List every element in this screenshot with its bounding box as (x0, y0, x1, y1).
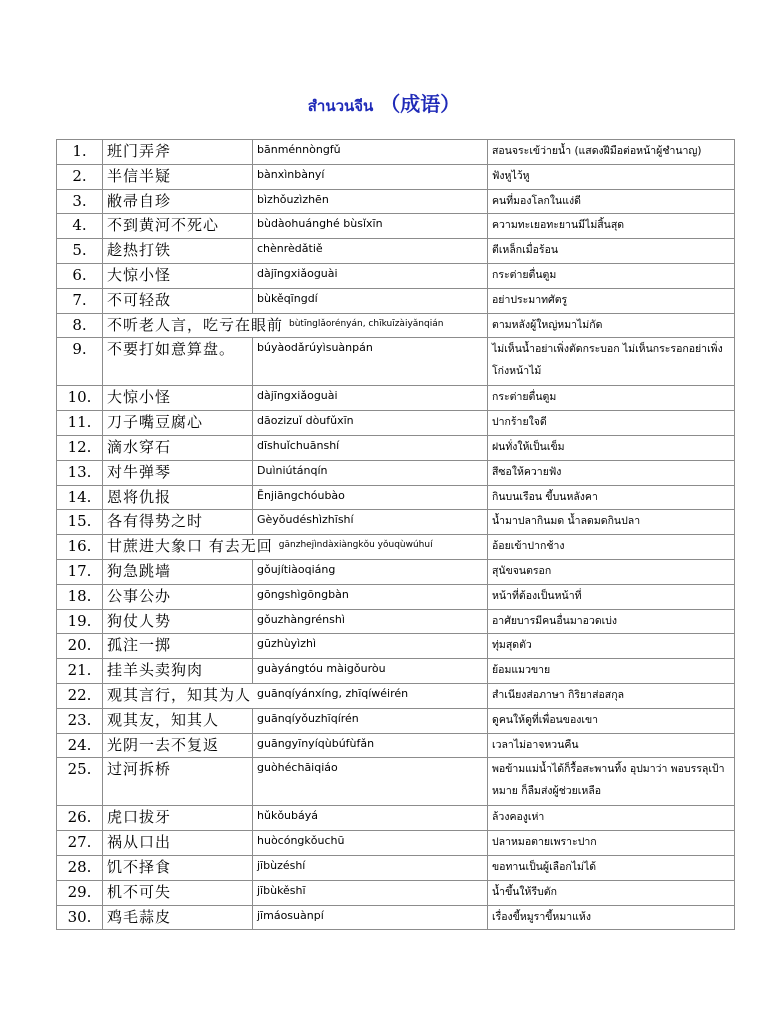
pinyin: gūzhùyìzhì (253, 634, 488, 659)
table-row (57, 806, 735, 831)
chinese-idiom: 不可轻敌 (103, 288, 253, 313)
chinese-idiom: 敝帚自珍 (103, 189, 253, 214)
chinese-idiom: 公事公办 (103, 584, 253, 609)
pinyin: Gèyǒudéshìzhīshí (253, 510, 488, 535)
chinese-idiom: 机不可失 (103, 880, 253, 905)
table-row (57, 905, 735, 930)
pinyin: gǒujítiàoqiáng (253, 559, 488, 584)
table-row (57, 313, 735, 338)
row-number: 16. (57, 535, 103, 560)
thai-meaning: ความทะเยอทะยานมีไม่สิ้นสุด (488, 214, 735, 239)
thai-meaning: ย้อมแมวขาย (488, 659, 735, 684)
pinyin: guàyángtóu màigǒuròu (253, 659, 488, 684)
table-row (57, 140, 735, 165)
table-row (57, 189, 735, 214)
chinese-idiom: 对牛弹琴 (103, 460, 253, 485)
thai-meaning: เรื่องขี้หมูราขี้หมาแห้ง (488, 905, 735, 930)
thai-meaning: ฝนทั่งให้เป็นเข็ม (488, 435, 735, 460)
row-number: 18. (57, 584, 103, 609)
thai-meaning: สอนจระเข้ว่ายน้ำ (แสดงฝีมือต่อหน้าผู้ชำนาญ) (488, 140, 735, 165)
thai-meaning: สีซอให้ควายฟัง (488, 460, 735, 485)
thai-meaning: ทุ่มสุดตัว (488, 634, 735, 659)
pinyin: búyàodǎrúyìsuànpán (253, 338, 488, 386)
pinyin: chènrèdǎtiě (253, 239, 488, 264)
pinyin: bìzhǒuzìzhēn (253, 189, 488, 214)
thai-meaning: ตีเหล็กเมื่อร้อน (488, 239, 735, 264)
thai-meaning: พอข้ามแม่น้ำได้ก็รื้อสะพานทิ้ง อุปมาว่า พอบรรลุเป้าหมาย ก็ลืมส่งผู้ช่วยเหลือ (488, 758, 735, 806)
chinese-idiom: 饥不择食 (103, 855, 253, 880)
chinese-idiom: 虎口拔牙 (103, 806, 253, 831)
chinese-idiom: 观其友，知其人 (103, 708, 253, 733)
chinese-idiom: 过河拆桥 (103, 758, 253, 806)
table-row (57, 683, 735, 708)
row-number: 14. (57, 485, 103, 510)
row-number: 27. (57, 831, 103, 856)
pinyin: jīmáosuànpí (253, 905, 488, 930)
table-row (57, 263, 735, 288)
idiom-pinyin-cell (103, 683, 488, 708)
thai-meaning: กระต่ายตื่นตูม (488, 263, 735, 288)
thai-meaning: หน้าที่ต้องเป็นหน้าที่ (488, 584, 735, 609)
thai-meaning: น้ำมาปลากินมด น้ำลดมดกินปลา (488, 510, 735, 535)
idiom-table-body (57, 140, 735, 930)
chinese-idiom: 大惊小怪 (103, 263, 253, 288)
table-row (57, 214, 735, 239)
pinyin: dīshuǐchuānshí (253, 435, 488, 460)
table-row (57, 659, 735, 684)
idiom-pinyin-cell (103, 313, 488, 338)
row-number: 30. (57, 905, 103, 930)
table-row (57, 338, 735, 386)
thai-meaning: ปลาหมอตายเพราะปาก (488, 831, 735, 856)
row-number: 13. (57, 460, 103, 485)
pinyin: dàjīngxiǎoguài (253, 386, 488, 411)
pinyin: guānqíyǒuzhīqírén (253, 708, 488, 733)
thai-meaning: อ้อยเข้าปากช้าง (488, 535, 735, 560)
thai-meaning: ปากร้ายใจดี (488, 411, 735, 436)
table-row (57, 708, 735, 733)
row-number: 17. (57, 559, 103, 584)
chinese-idiom: 班门弄斧 (103, 140, 253, 165)
table-row (57, 880, 735, 905)
thai-meaning: ขอทานเป็นผู้เลือกไม่ได้ (488, 855, 735, 880)
idiom-pinyin-cell (103, 535, 488, 560)
table-row (57, 855, 735, 880)
chinese-idiom: 祸从口出 (103, 831, 253, 856)
chinese-idiom: 恩将仇报 (103, 485, 253, 510)
thai-meaning: อาศัยบารมีคนอื่นมาอวดเบ่ง (488, 609, 735, 634)
table-row (57, 831, 735, 856)
row-number: 24. (57, 733, 103, 758)
table-row (57, 584, 735, 609)
pinyin: guòhéchāiqiáo (253, 758, 488, 806)
table-row (57, 460, 735, 485)
row-number: 23. (57, 708, 103, 733)
table-row (57, 288, 735, 313)
chinese-idiom: 狗仗人势 (103, 609, 253, 634)
pinyin: huòcóngkǒuchū (253, 831, 488, 856)
chinese-idiom: 半信半疑 (103, 164, 253, 189)
title-thai: สำนวนจีน (307, 97, 374, 115)
row-number: 22. (57, 683, 103, 708)
row-number: 20. (57, 634, 103, 659)
thai-meaning: กระต่ายตื่นตูม (488, 386, 735, 411)
thai-meaning: ฟังหูไว้หู (488, 164, 735, 189)
pinyin: bānménnòngfǔ (253, 140, 488, 165)
chinese-idiom: 趁热打铁 (103, 239, 253, 264)
table-row (57, 435, 735, 460)
chinese-idiom: 大惊小怪 (103, 386, 253, 411)
pinyin: bùdàohuánghé bùsǐxīn (253, 214, 488, 239)
thai-meaning: สุนัขจนตรอก (488, 559, 735, 584)
chinese-idiom: 光阴一去不复返 (103, 733, 253, 758)
row-number: 9. (57, 338, 103, 386)
table-row (57, 164, 735, 189)
thai-meaning: สำเนียงส่อภาษา กิริยาส่อสกุล (488, 683, 735, 708)
row-number: 25. (57, 758, 103, 806)
thai-meaning: เวลาไม่อาจหวนคืน (488, 733, 735, 758)
row-number: 15. (57, 510, 103, 535)
row-number: 5. (57, 239, 103, 264)
table-row (57, 411, 735, 436)
row-number: 2. (57, 164, 103, 189)
chinese-idiom: 挂羊头卖狗肉 (103, 659, 253, 684)
pinyin: dàjīngxiǎoguài (253, 263, 488, 288)
row-number: 4. (57, 214, 103, 239)
row-number: 3. (57, 189, 103, 214)
row-number: 26. (57, 806, 103, 831)
idiom-table (56, 139, 735, 930)
pinyin: Duìniútánqín (253, 460, 488, 485)
chinese-idiom: 各有得势之时 (103, 510, 253, 535)
pinyin: guāngyīnyíqùbúfùfǎn (253, 733, 488, 758)
table-row (57, 485, 735, 510)
pinyin: dāozizuǐ dòufǔxīn (253, 411, 488, 436)
table-row (57, 386, 735, 411)
chinese-idiom: 观其言行，知其为人 (107, 685, 252, 704)
pinyin: bùtīnglǎorényán, chīkuīzàiyǎnqián (289, 318, 444, 329)
chinese-idiom: 不到黄河不死心 (103, 214, 253, 239)
table-row (57, 559, 735, 584)
thai-meaning: ไม่เห็นน้ำอย่าเพิ่งตัดกระบอก ไม่เห็นกระรอกอย่าเพิ่งโก่งหน้าไม้ (488, 338, 735, 386)
row-number: 6. (57, 263, 103, 288)
chinese-idiom: 鸡毛蒜皮 (103, 905, 253, 930)
pinyin: jībùkěshī (253, 880, 488, 905)
thai-meaning: น้ำขึ้นให้รีบตัก (488, 880, 735, 905)
row-number: 29. (57, 880, 103, 905)
chinese-idiom: 不听老人言，吃亏在眼前 (107, 315, 284, 334)
table-row (57, 535, 735, 560)
thai-meaning: คนที่มองโลกในแง่ดี (488, 189, 735, 214)
table-row (57, 239, 735, 264)
pinyin: jībùzéshí (253, 855, 488, 880)
pinyin: Ēnjiāngchóubào (253, 485, 488, 510)
chinese-idiom: 甘蔗进大象口 有去无回 (107, 537, 273, 556)
pinyin: gǒuzhàngrénshì (253, 609, 488, 634)
chinese-idiom: 不要打如意算盘。 (103, 338, 253, 386)
row-number: 21. (57, 659, 103, 684)
thai-meaning: ตามหลังผู้ใหญ่หมาไม่กัด (488, 313, 735, 338)
page-title (0, 88, 768, 118)
chinese-idiom: 孤注一掷 (103, 634, 253, 659)
row-number: 11. (57, 411, 103, 436)
thai-meaning: ดูคนให้ดูที่เพื่อนของเขา (488, 708, 735, 733)
thai-meaning: อย่าประมาทศัตรู (488, 288, 735, 313)
row-number: 19. (57, 609, 103, 634)
table-row (57, 609, 735, 634)
chinese-idiom: 滴水穿石 (103, 435, 253, 460)
pinyin: bànxìnbànyí (253, 164, 488, 189)
row-number: 7. (57, 288, 103, 313)
table-row (57, 634, 735, 659)
pinyin: gōngshìgōngbàn (253, 584, 488, 609)
pinyin: bùkěqīngdí (253, 288, 488, 313)
pinyin: gānzhejìndàxiàngkǒu yǒuqùwúhuí (278, 540, 433, 551)
row-number: 12. (57, 435, 103, 460)
title-chinese: （成语） (380, 92, 461, 116)
table-row (57, 758, 735, 806)
thai-meaning: ล้วงคองูเห่า (488, 806, 735, 831)
chinese-idiom: 刀子嘴豆腐心 (103, 411, 253, 436)
pinyin: guānqíyánxíng, zhīqíwéirén (257, 686, 409, 700)
chinese-idiom: 狗急跳墙 (103, 559, 253, 584)
table-row (57, 733, 735, 758)
table-row (57, 510, 735, 535)
row-number: 1. (57, 140, 103, 165)
row-number: 28. (57, 855, 103, 880)
pinyin: hǔkǒubáyá (253, 806, 488, 831)
thai-meaning: กินบนเรือน ขี้บนหลังคา (488, 485, 735, 510)
row-number: 10. (57, 386, 103, 411)
row-number: 8. (57, 313, 103, 338)
